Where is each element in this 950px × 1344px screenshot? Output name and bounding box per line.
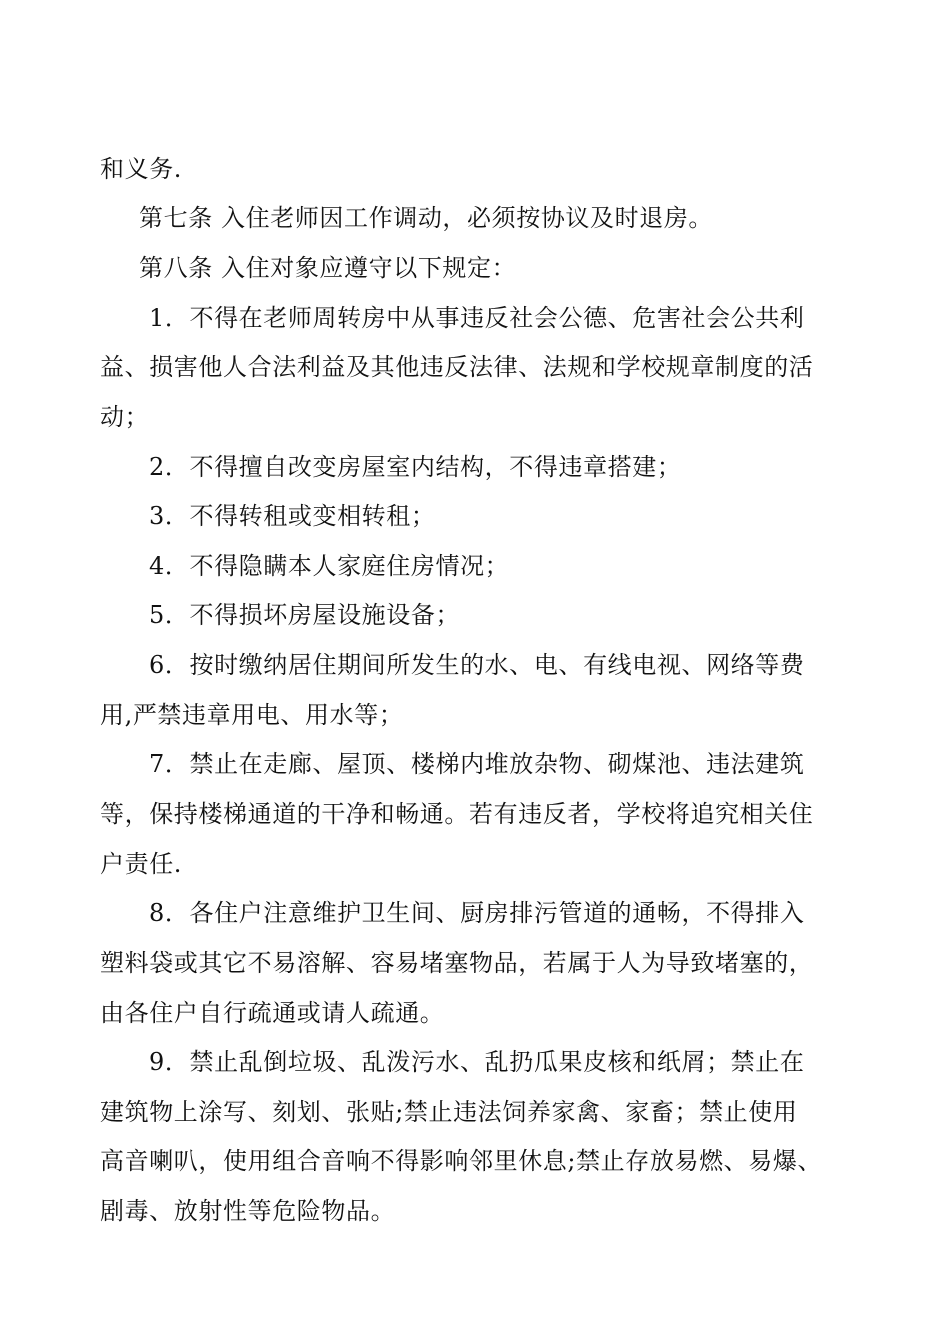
rule-item-9-line-4: 剧毒、放射性等危险物品。: [100, 1197, 396, 1225]
rule-item-8-line-2: 塑料袋或其它不易溶解、容易堵塞物品，若属于人为导致堵塞的，: [100, 949, 814, 977]
rule-item-5: 5．不得损坏房屋设施设备；: [149, 601, 461, 629]
rule-item-8-line-3: 由各住户自行疏通或请人疏通。: [100, 999, 445, 1027]
rule-item-6-line-1: 6．按时缴纳居住期间所发生的水、电、有线电视、网络等费: [149, 651, 805, 679]
rule-item-3: 3．不得转租或变相转租；: [149, 502, 436, 530]
rule-item-1-line-1: 1．不得在老师周转房中从事违反社会公德、危害社会公共利: [149, 304, 805, 332]
rule-item-1-line-2: 益、损害他人合法利益及其他违反法律、法规和学校规章制度的活: [100, 353, 814, 381]
rule-item-9-line-3: 高音喇叭，使用组合音响不得影响邻里休息;禁止存放易燃、易爆、: [100, 1147, 823, 1175]
rule-item-4: 4．不得隐瞒本人家庭住房情况；: [149, 552, 510, 580]
article-7: 第七条 入住老师因工作调动，必须按协议及时退房。: [139, 204, 714, 232]
rule-item-2: 2．不得擅自改变房屋室内结构，不得违章搭建；: [149, 453, 682, 481]
rule-item-9-line-1: 9．禁止乱倒垃圾、乱泼污水、乱扔瓜果皮核和纸屑；禁止在: [149, 1048, 805, 1076]
rule-item-6-line-2: 用,严禁违章用电、用水等；: [100, 701, 404, 729]
article-8: 第八条 入住对象应遵守以下规定：: [139, 254, 517, 282]
rule-item-9-line-2: 建筑物上涂写、刻划、张贴;禁止违法饲养家禽、家畜；禁止使用: [100, 1098, 798, 1126]
rule-item-7-line-1: 7．禁止在走廊、屋顶、楼梯内堆放杂物、砌煤池、违法建筑: [149, 750, 805, 778]
text-line-continuation: 和义务.: [100, 155, 183, 183]
rule-item-7-line-3: 户责任.: [100, 850, 183, 878]
rule-item-1-line-3: 动；: [100, 403, 150, 431]
rule-item-7-line-2: 等，保持楼梯通道的干净和畅通。若有违反者，学校将追究相关住: [100, 800, 814, 828]
rule-item-8-line-1: 8．各住户注意维护卫生间、厨房排污管道的通畅，不得排入: [149, 899, 805, 927]
